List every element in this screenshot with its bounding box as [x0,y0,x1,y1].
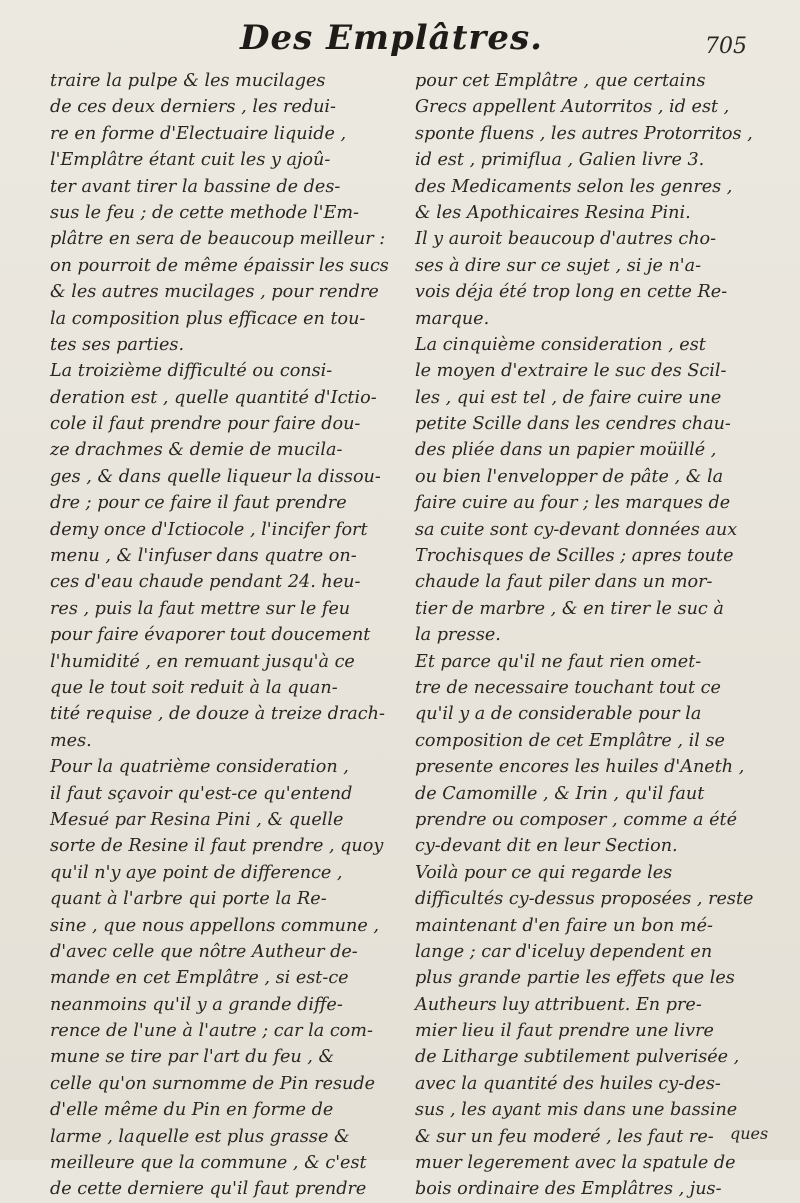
text-line: La cinquième consideration , est [415,334,706,355]
text-line: mune se tire par l'art du feu , & [50,1047,335,1068]
text-line: mes. [50,730,92,751]
text-line: traire la pulpe & les mucilages [50,71,326,91]
text-line: sine , que nous appellons commune , [50,915,379,936]
text-line: pour faire évaporer tout doucement [50,625,371,646]
text-line: mier lieu il faut prendre une livre [415,1021,714,1042]
text-line: maintenant d'en faire un bon mé- [415,915,713,936]
text-line: deration est , quelle quantité d'Ictio- [50,387,377,408]
text-line: plâtre en sera de beaucoup meilleur : [50,229,386,250]
text-line: & les autres mucilages , pour rendre [50,282,379,303]
text-line: Pour la quatrième consideration , [50,757,349,778]
text-line: ses à dire sur ce sujet , si je n'a- [415,255,702,276]
text-line: prendre ou composer , comme a été [415,809,738,830]
left-text-column [50,68,400,1203]
text-line: le moyen d'extraire le suc des Scil- [415,361,727,382]
text-line: muer legerement avec la spatule de [415,1153,736,1174]
text-line: meilleure que la commune , & c'est [50,1153,367,1174]
text-line: Trochisques de Scilles ; apres toute [415,546,734,567]
text-line: sorte de Resine il faut prendre , quoy [50,836,384,857]
text-line: res , puis la faut mettre sur le feu [50,598,351,619]
page-number: 705 [705,34,747,59]
text-line: ou bien l'envelopper de pâte , & la [415,466,724,487]
text-line: il faut sçavoir qu'est-ce qu'entend [50,783,353,804]
text-line: la presse. [415,625,501,646]
text-line: re en forme d'Electuaire liquide , [50,123,347,144]
text-line: de Litharge subtilement pulverisée , [415,1047,740,1068]
text-line: mande en cet Emplâtre , si est-ce [50,968,349,989]
text-line: lange ; car d'iceluy dependent en [415,941,713,962]
text-line: demy once d'Ictiocole , l'incifer fort [50,519,368,540]
text-line: la composition plus efficace en tou- [50,308,366,329]
text-line: tier de marbre , & en tirer le suc à [415,598,724,619]
text-line: celle qu'on surnomme de Pin resude [50,1073,376,1094]
text-line: plus grande partie les effets que les [415,968,735,989]
text-line: de Camomille , & Irin , qu'il faut [415,783,705,804]
text-line: Autheurs luy attribuent. En pre- [415,994,702,1015]
text-line: des pliée dans un papier moüillé , [415,440,717,461]
text-line: sus le feu ; de cette methode l'Em- [50,202,359,223]
text-line: marque. [415,308,490,329]
right-text-column [415,68,765,1203]
text-line: des Medicaments selon les genres , [415,176,733,197]
text-line: tité requise , de douze à treize drach- [50,704,385,725]
text-line: vois déja été trop long en cette Re- [415,282,728,303]
running-head [0,14,800,64]
text-line: Il y auroit beaucoup d'autres cho- [415,229,717,250]
text-line: de ces deux derniers , les redui- [50,97,336,118]
text-line: l'humidité , en remuant jusqu'à ce [50,651,355,672]
text-line: Voilà pour ce qui regarde les [415,862,673,883]
text-line: presente encores les huiles d'Aneth , [415,757,745,778]
text-line: dre ; pour ce faire il faut prendre [50,493,347,514]
text-line: ges , & dans quelle liqueur la dissou- [50,466,381,487]
text-line: que le tout soit reduit à la quan- [50,677,338,698]
text-line: Grecs appellent Autorritos , id est , [415,97,730,118]
text-line: qu'il y a de considerable pour la [415,704,702,725]
text-line: pour cet Emplâtre , que certains [415,71,706,91]
text-line: ter avant tirer la bassine de des- [50,176,341,197]
text-line: difficultés cy-dessus proposées , reste [415,889,754,910]
text-line: l'Emplâtre étant cuit les y ajoû- [50,150,331,171]
text-line: on pourroit de même épaissir les sucs [50,255,389,276]
text-line: cy-devant dit en leur Section. [415,836,678,857]
text-line: tre de necessaire touchant tout ce [415,677,721,698]
text-line: d'avec celle que nôtre Autheur de- [50,941,358,962]
text-line: tes ses parties. [50,334,185,355]
text-line: bois ordinaire des Emplâtres , jus- [415,1179,722,1200]
text-line: Et parce qu'il ne faut rien omet- [415,651,702,672]
text-line: menu , & l'infuser dans quatre on- [50,546,357,567]
text-line: larme , laquelle est plus grasse & [50,1126,350,1147]
text-line: & sur un feu moderé , les faut re- [415,1126,714,1147]
text-line: neanmoins qu'il y a grande diffe- [50,994,343,1015]
text-line: petite Scille dans les cendres chau- [415,414,731,435]
text-line: d'elle même du Pin en forme de [50,1100,334,1121]
page-title: Des Emplâtres. [240,18,543,58]
text-line: & les Apothicaires Resina Pini. [415,202,691,223]
text-line: sa cuite sont cy-devant données aux [415,519,738,540]
text-line: chaude la faut piler dans un mor- [415,572,713,593]
text-line: composition de cet Emplâtre , il se [415,730,725,751]
text-line: les , qui est tel , de faire cuire une [415,387,722,408]
text-line: quant à l'arbre qui porte la Re- [50,889,327,910]
text-line: sponte fluens , les autres Protorritos , [415,123,753,144]
text-line: faire cuire au four ; les marques de [415,493,731,514]
catchword: ques [730,1124,769,1143]
text-line: ze drachmes & demie de mucila- [50,440,343,461]
text-line: cole il faut prendre pour faire dou- [50,414,361,435]
text-line: Mesué par Resina Pini , & quelle [50,809,344,830]
text-line: qu'il n'y aye point de difference , [50,862,343,883]
text-line: La troizième difficulté ou consi- [50,361,333,382]
text-line: avec la quantité des huiles cy-des- [415,1073,721,1094]
text-line: sus , les ayant mis dans une bassine [415,1100,738,1121]
text-line: rence de l'une à l'autre ; car la com- [50,1021,373,1042]
text-line: id est , primiflua , Galien livre 3. [415,150,705,171]
text-line: ces d'eau chaude pendant 24. heu- [50,572,361,593]
text-line: de cette derniere qu'il faut prendre [50,1179,367,1200]
